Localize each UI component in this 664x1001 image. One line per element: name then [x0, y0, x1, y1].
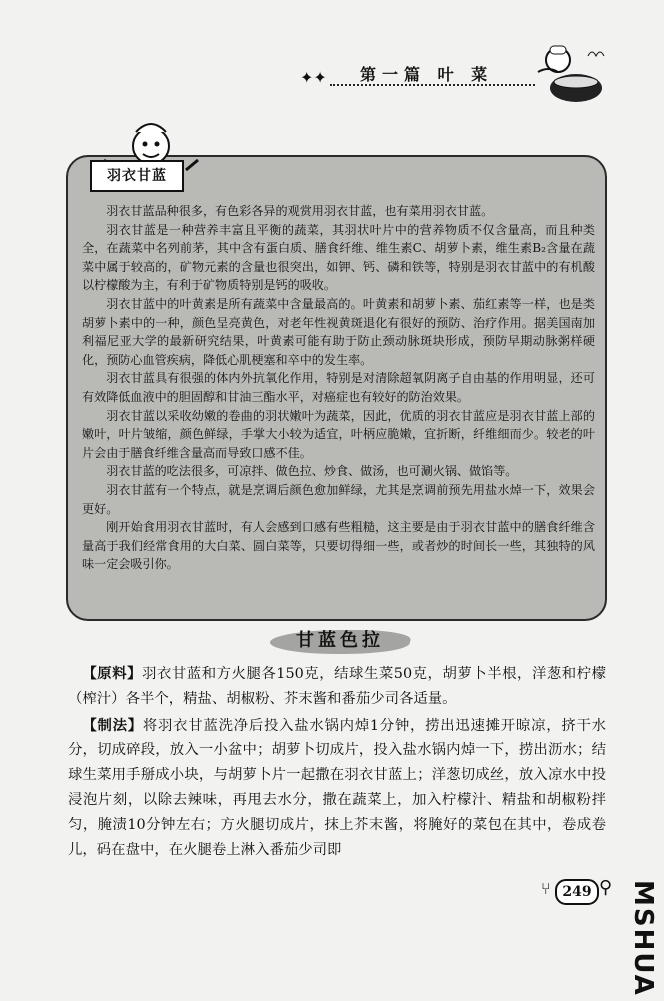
chef-cooking-icon: [528, 38, 610, 106]
sidebar-paragraph: 羽衣甘蓝有一个特点，就是烹调后颜色愈加鲜绿，尤其是烹调前预先用盐水焯一下，效果会更好。: [82, 482, 595, 516]
star-icon: ✦✦: [300, 68, 327, 87]
sidebar-paragraph: 羽衣甘蓝具有很强的体内外抗氧化作用，特别是对清除超氧阴离子自由基的作用明显，还可有效降低血液中的胆固醇和甘油三酯水平，对癌症也有较好的防治效果。: [82, 371, 595, 404]
info-sidebar-box: [66, 155, 607, 621]
method-text: 将羽衣甘蓝洗净后投入盐水锅内焯1分钟，捞出迅速摊开晾凉，挤干水分，切成碎段，放入一小盆中；胡萝卜切成片，投入盐水锅内焯一下，捞出沥水；结球生菜用手掰成小块，与胡萝卜片一起撒在羽衣甘蓝上；洋葱切成丝，放入凉水中投浸泡片刻，以除去辣味，再甩去水分，撒在蔬菜上，加入柠檬汁、精盐和胡椒粉拌匀，腌渍10分钟左右；方火腿切成片，抹上芥末酱，将腌好的菜包在其中，卷成卷儿，码在盘中，在火腿卷上淋入番茄少司即: [68, 717, 606, 858]
method-label: 【制法】: [82, 716, 143, 734]
recipe-title: [270, 626, 410, 656]
fork-icon: ⑂: [541, 879, 551, 898]
recipe-title-text: 甘蓝色拉: [296, 630, 384, 651]
page-number-badge: [541, 877, 611, 903]
sidebar-paragraph: 刚开始食用羽衣甘蓝时，有人会感到口感有些粗糙，这主要是由于羽衣甘蓝中的膳食纤维含量高于我们经常食用的大白菜、圆白菜等，只要切得细一些，或者炒的时间长一些，其独特的风味一定会吸引你。: [82, 520, 595, 572]
chapter-title: 第一篇 叶 菜: [360, 65, 494, 84]
sidebar-paragraph: 羽衣甘蓝是一种营养丰富且平衡的蔬菜，其羽状叶片中的营养物质不仅含量高，而且种类全，在蔬菜中名列前茅，其中含有蛋白质、膳食纤维、维生素C、胡萝卜素，维生素B₂含量在蔬菜中属于较高的，矿物元素的含量也很突出，如钾、钙、磷和铁等，特别是羽衣甘蓝中的有机酸以柠檬酸为主，有利于矿物质特别是钙的吸收。: [82, 222, 595, 293]
sidebar-paragraph: 羽衣甘蓝的吃法很多，可凉拌、做色拉、炒食、做汤，也可涮火锅、做馅等。: [106, 464, 518, 479]
watermark: MSHUA: [628, 880, 658, 997]
header-dotted-rule: [330, 84, 535, 86]
sidebar-paragraph: 羽衣甘蓝品种很多，有色彩各异的观赏用羽衣甘蓝，也有菜用羽衣甘蓝。: [106, 204, 494, 218]
method-paragraph: [68, 714, 606, 863]
sidebar-paragraph: 羽衣甘蓝中的叶黄素是所有蔬菜中含量最高的。叶黄素和胡萝卜素、茄红素等一样，也是类胡萝卜素中的一种，颜色呈亮黄色，对老年性视黄斑退化有很好的预防、治疗作用。据美国南加利福尼亚大学的最新研究结果，叶黄素可能有助于防止颈动脉斑块形成，预防早期动脉粥样硬化，预防心血管疾病，降低心肌梗塞和卒中的发生率。: [82, 296, 595, 367]
sidebar-body: [82, 202, 595, 574]
spoon-icon: ⚲: [599, 877, 613, 898]
ingredients-paragraph: [68, 662, 606, 712]
ingredients-text: 羽衣甘蓝和方火腿各150克，结球生菜50克，胡萝卜半根，洋葱和柠檬（榨汁）各半个，精盐、胡椒粉、芥末酱和番茄少司各适量。: [68, 666, 606, 707]
chapter-header: [300, 62, 535, 88]
sidebar-paragraph: 羽衣甘蓝以采收幼嫩的卷曲的羽状嫩叶为蔬菜，因此，优质的羽衣甘蓝应是羽衣甘蓝上部的嫩叶，叶片皱缩，颜色鲜绿，手掌大小较为适宜，叶柄应脆嫩，宜折断，纤维细而少。较老的叶片会由于膳食纤维含量高而导致口感不佳。: [82, 408, 595, 460]
ingredients-label: 【原料】: [82, 665, 143, 682]
sidebar-title: 羽衣甘蓝: [90, 160, 184, 192]
recipe-body: [68, 662, 606, 864]
page-number: 249: [555, 879, 599, 905]
